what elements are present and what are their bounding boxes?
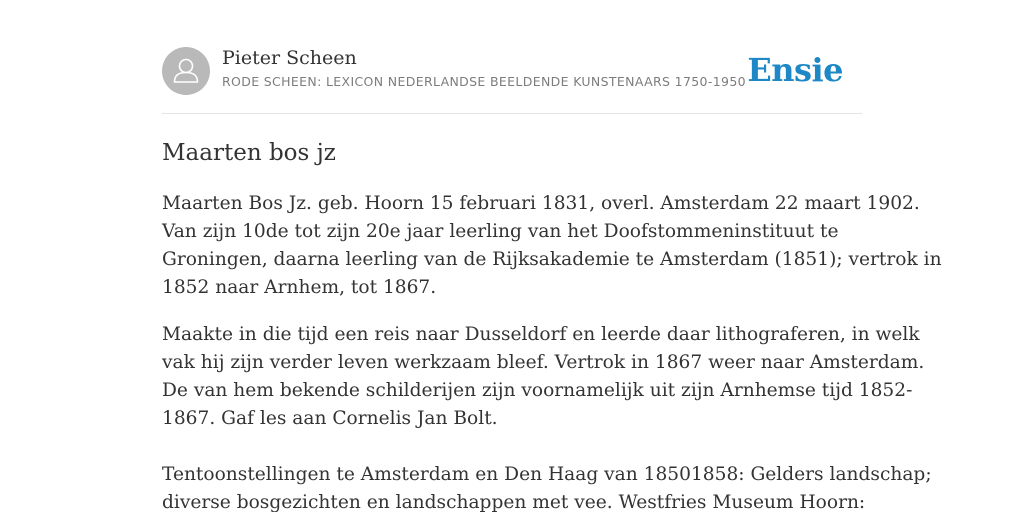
- text-line: Groningen, daarna leerling van de Rijksakademie te Amsterdam (1851); vertrok in: [162, 249, 942, 270]
- text-line: 1852 naar Arnhem, tot 1867.: [162, 277, 437, 298]
- article-header: [162, 46, 862, 96]
- text-line: De van hem bekende schilderijen zijn voornamelijk uit zijn Arnhemse tijd 1852-: [162, 380, 913, 401]
- paragraph: [162, 190, 942, 302]
- person-outline-icon: [162, 47, 210, 95]
- text-line: diverse bosgezichten en landschappen met vee. Westfries Museum Hoorn:: [162, 492, 866, 512]
- text-line: vak hij zijn verder leven werkzaam bleef. Vertrok in 1867 weer naar Amsterdam.: [162, 352, 925, 373]
- text-line: Van zijn 10de tot zijn 20e jaar leerling van het Doofstommeninstituut te: [162, 221, 839, 242]
- user-avatar-icon[interactable]: [162, 47, 210, 95]
- article-body: [162, 190, 942, 512]
- paragraph: [162, 321, 925, 433]
- text-line: Maakte in die tijd een reis naar Dusseldorf en leerde daar lithograferen, in welk: [162, 324, 920, 345]
- ensie-logo[interactable]: Ensie: [747, 51, 843, 89]
- paragraph: [162, 461, 932, 512]
- text-line: 1867. Gaf les aan Cornelis Jan Bolt.: [162, 408, 498, 429]
- author-name[interactable]: Pieter Scheen: [222, 47, 357, 69]
- text-line: Tentoonstellingen te Amsterdam en Den Haag van 18501858: Gelders landschap;: [162, 464, 932, 485]
- source-title[interactable]: RODE SCHEEN: LEXICON NEDERLANDSE BEELDENDE KUNSTENAARS 1750-1950: [222, 74, 746, 89]
- header-divider: [162, 113, 862, 114]
- text-line: Maarten Bos Jz. geb. Hoorn 15 februari 1831, overl. Amsterdam 22 maart 1902.: [162, 193, 920, 214]
- article-title: Maarten bos jz: [162, 140, 336, 166]
